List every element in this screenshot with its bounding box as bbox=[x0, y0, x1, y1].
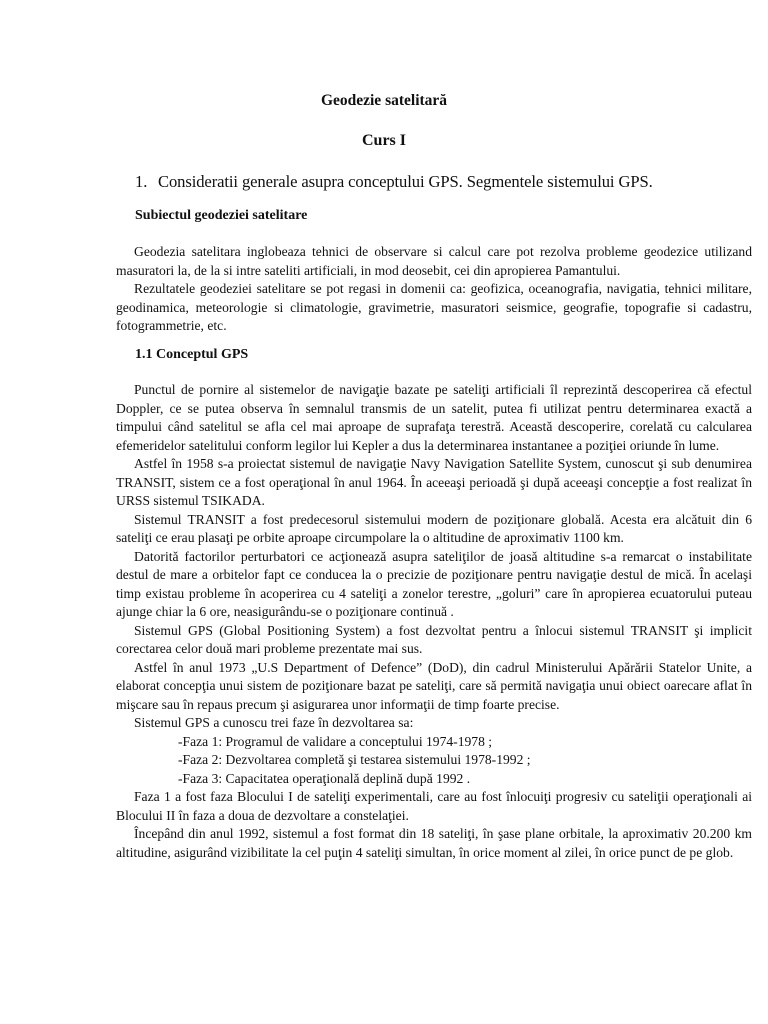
section-1-heading bbox=[135, 172, 653, 192]
subject-body bbox=[116, 243, 752, 336]
paragraph: Astfel în 1958 s-a proiectat sistemul de navigaţie Navy Navigation Satellite System, cunoscut şi sub denumirea TRANSIT, sistem ce a fost operaţional în anul 1964. În aceeaşi perioadă şi după aceeaşi concepţie a fost realizat în URSS sistemul TSIKADA. bbox=[116, 456, 752, 508]
paragraph: Sistemul GPS (Global Positioning System) a fost dezvoltat pentru a înlocui sistemul TRANSIT şi implicit corectarea celor două mari probleme prezentate mai sus. bbox=[116, 622, 752, 656]
paragraph: Rezultatele geodeziei satelitare se pot regasi in domenii ca: geofizica, oceanografia, navigatia, tehnici militare, geodinamica, meteorologie si climatologie, gravimetrie, masuratori seismice, geografie, topografie si cadastru, fotogrammetrie, etc. bbox=[116, 281, 752, 333]
paragraph: Astfel în anul 1973 „U.S Department of Defence” (DoD), din cadrul Ministerului Apărării Statelor Unite, a elaborat concepţia unui sistem de poziţionare bazat pe sateliţi, care să permită navigaţia unui obiect oarecare aflat în mişcare sau în repaus precum şi asigurarea unor informaţii de timp foarte precise. bbox=[116, 659, 752, 712]
section-1-heading-text: Consideratii generale asupra conceptului GPS. Segmentele sistemului GPS. bbox=[158, 172, 653, 191]
paragraph: Sistemul TRANSIT a fost predecesorul sistemului modern de poziţionare globală. Acesta era alcătuit din 6 sateliţi ce erau plasaţi pe orbite aproape circumpolare la o altitudine de aproximativ 1100 km. bbox=[116, 511, 752, 545]
paragraph: Punctul de pornire al sistemelor de navigaţie bazate pe sateliţi artificiali îl reprezintă descoperirea că efectul Doppler, ce se putea observa în semnalul transmis de un satelit, putea fi utilizat pentru determinarea exactă a timpului când satelitul se afla cel mai aproape de suprafaţa terestră. Această descoperire, corelată cu calcularea efemeridelor satelitului conform legilor lui Kepler a dus la determinarea instantanee a poziţiei oriunde în lume. bbox=[116, 382, 752, 453]
gps-concept-heading: 1.1 Conceptul GPS bbox=[135, 347, 249, 362]
phase-item: -Faza 1: Programul de validare a conceptului 1974-1978 ; bbox=[178, 733, 493, 749]
paragraph: Datorită factorilor perturbatori ce acţionează asupra sateliţilor de joasă altitudine s-a remarcat o instabilitate destul de mare a orbitelor fapt ce conducea la o precizie de poziţionare pentru navigaţie destul de mică. În acelaşi timp existau probleme în acoperirea cu 4 sateliţi a zonelor terestre, „goluri” care în apropierea ecuatorului puteau ajunge chiar la 6 ore, neasigurându-se o poziţionare continuă . bbox=[116, 548, 752, 619]
document-title: Geodezie satelitară bbox=[320, 92, 448, 109]
phase-item: -Faza 3: Capacitatea operaţională deplină după 1992 . bbox=[178, 770, 471, 786]
paragraph: Faza 1 a fost faza Blocului I de sateliţi experimentali, care au fost înlocuiţi progresiv cu sateliţii operaţionali ai Blocului II în faza a doua de dezvoltare a constelaţiei. bbox=[116, 789, 752, 823]
paragraph: Sistemul GPS a cunoscu trei faze în dezvoltarea sa: bbox=[134, 715, 414, 730]
paragraph: Geodezia satelitara inglobeaza tehnici de observare si calcul care pot rezolva probleme geodezice utilizand masuratori la, de la si intre sateliti artificiali, in mod deosebit, cei din apropierea Pamantului. bbox=[116, 244, 752, 278]
course-subtitle: Curs I bbox=[361, 132, 406, 149]
subject-heading: Subiectul geodeziei satelitare bbox=[135, 208, 308, 223]
gps-body bbox=[116, 381, 752, 862]
section-1-number: 1. bbox=[135, 172, 148, 191]
phase-item: -Faza 2: Dezvoltarea completă şi testarea sistemului 1978-1992 ; bbox=[178, 752, 531, 767]
paragraph: Începând din anul 1992, sistemul a fost format din 18 sateliţi, în şase plane orbitale, la aproximativ 20.200 km altitudine, asigurând vizibilitate la cel puţin 4 sateliţi simultan, în orice moment al zilei, în orice punct de pe glob. bbox=[116, 826, 752, 860]
